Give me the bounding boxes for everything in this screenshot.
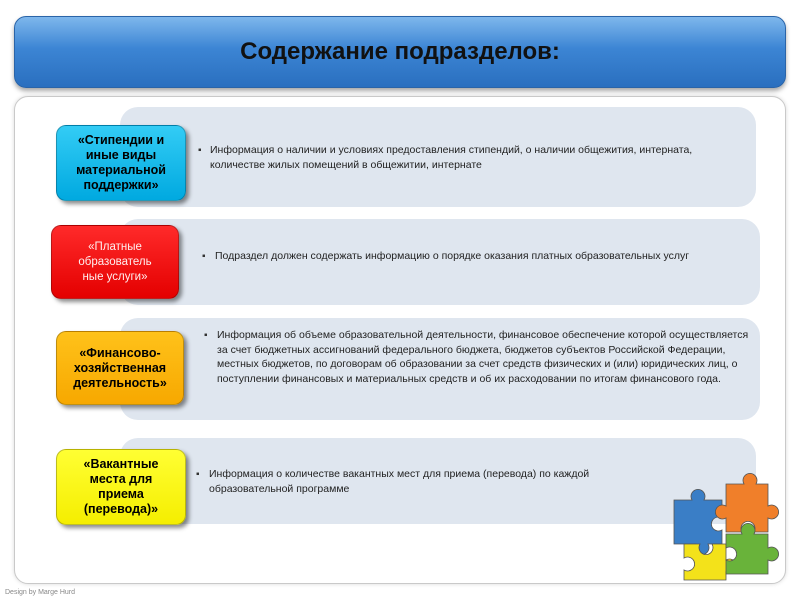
- bullet-icon: ▪: [204, 330, 208, 341]
- puzzle-icon: [668, 472, 788, 582]
- bullet-icon: ▪: [198, 145, 202, 156]
- title-banner: [14, 16, 786, 88]
- badge-paid-services[interactable]: [51, 225, 179, 299]
- badge-label: «Финансово- хозяйственная деятельность»: [73, 345, 167, 390]
- badge-scholarships[interactable]: [56, 125, 186, 201]
- section-text-3: Информация об объеме образовательной деятельности, финансовое обеспечение которой осуществляется за счет бюджетных ассигнований федерального бюджета, бюджетов субъектов Российской Федерации, местных бюджетов, по договорам об образовании за счет средств физических и (или) юридических лиц, о поступлении финансовых и материальных средств и об их расходовании по итогам финансового года.: [217, 329, 749, 385]
- badge-label: «Вакантные места для приема (перевода)»: [83, 457, 159, 516]
- badge-label: «Стипендии и иные виды материальной поддержки»: [76, 133, 166, 192]
- bullet-icon: ▪: [202, 251, 206, 262]
- badge-label: «Платные образователь ные услуги»: [78, 240, 152, 283]
- section-text-2: Подраздел должен содержать информацию о порядке оказания платных образовательных услуг: [215, 250, 690, 262]
- section-text-4: Информация о количестве вакантных мест для приема (перевода) по каждой образовательной программе: [209, 468, 590, 495]
- bullet-icon: ▪: [196, 469, 200, 480]
- footer-credit: Design by Marge Hurd: [5, 589, 76, 596]
- badge-vacancies[interactable]: [56, 449, 186, 525]
- page-title: Содержание подразделов:: [240, 38, 560, 65]
- section-text-1: Информация о наличии и условиях предоставления стипендий, о наличии общежития, интерната, количестве жилых помещений в общежитии, интернате: [210, 144, 693, 171]
- badge-finance[interactable]: [56, 331, 184, 405]
